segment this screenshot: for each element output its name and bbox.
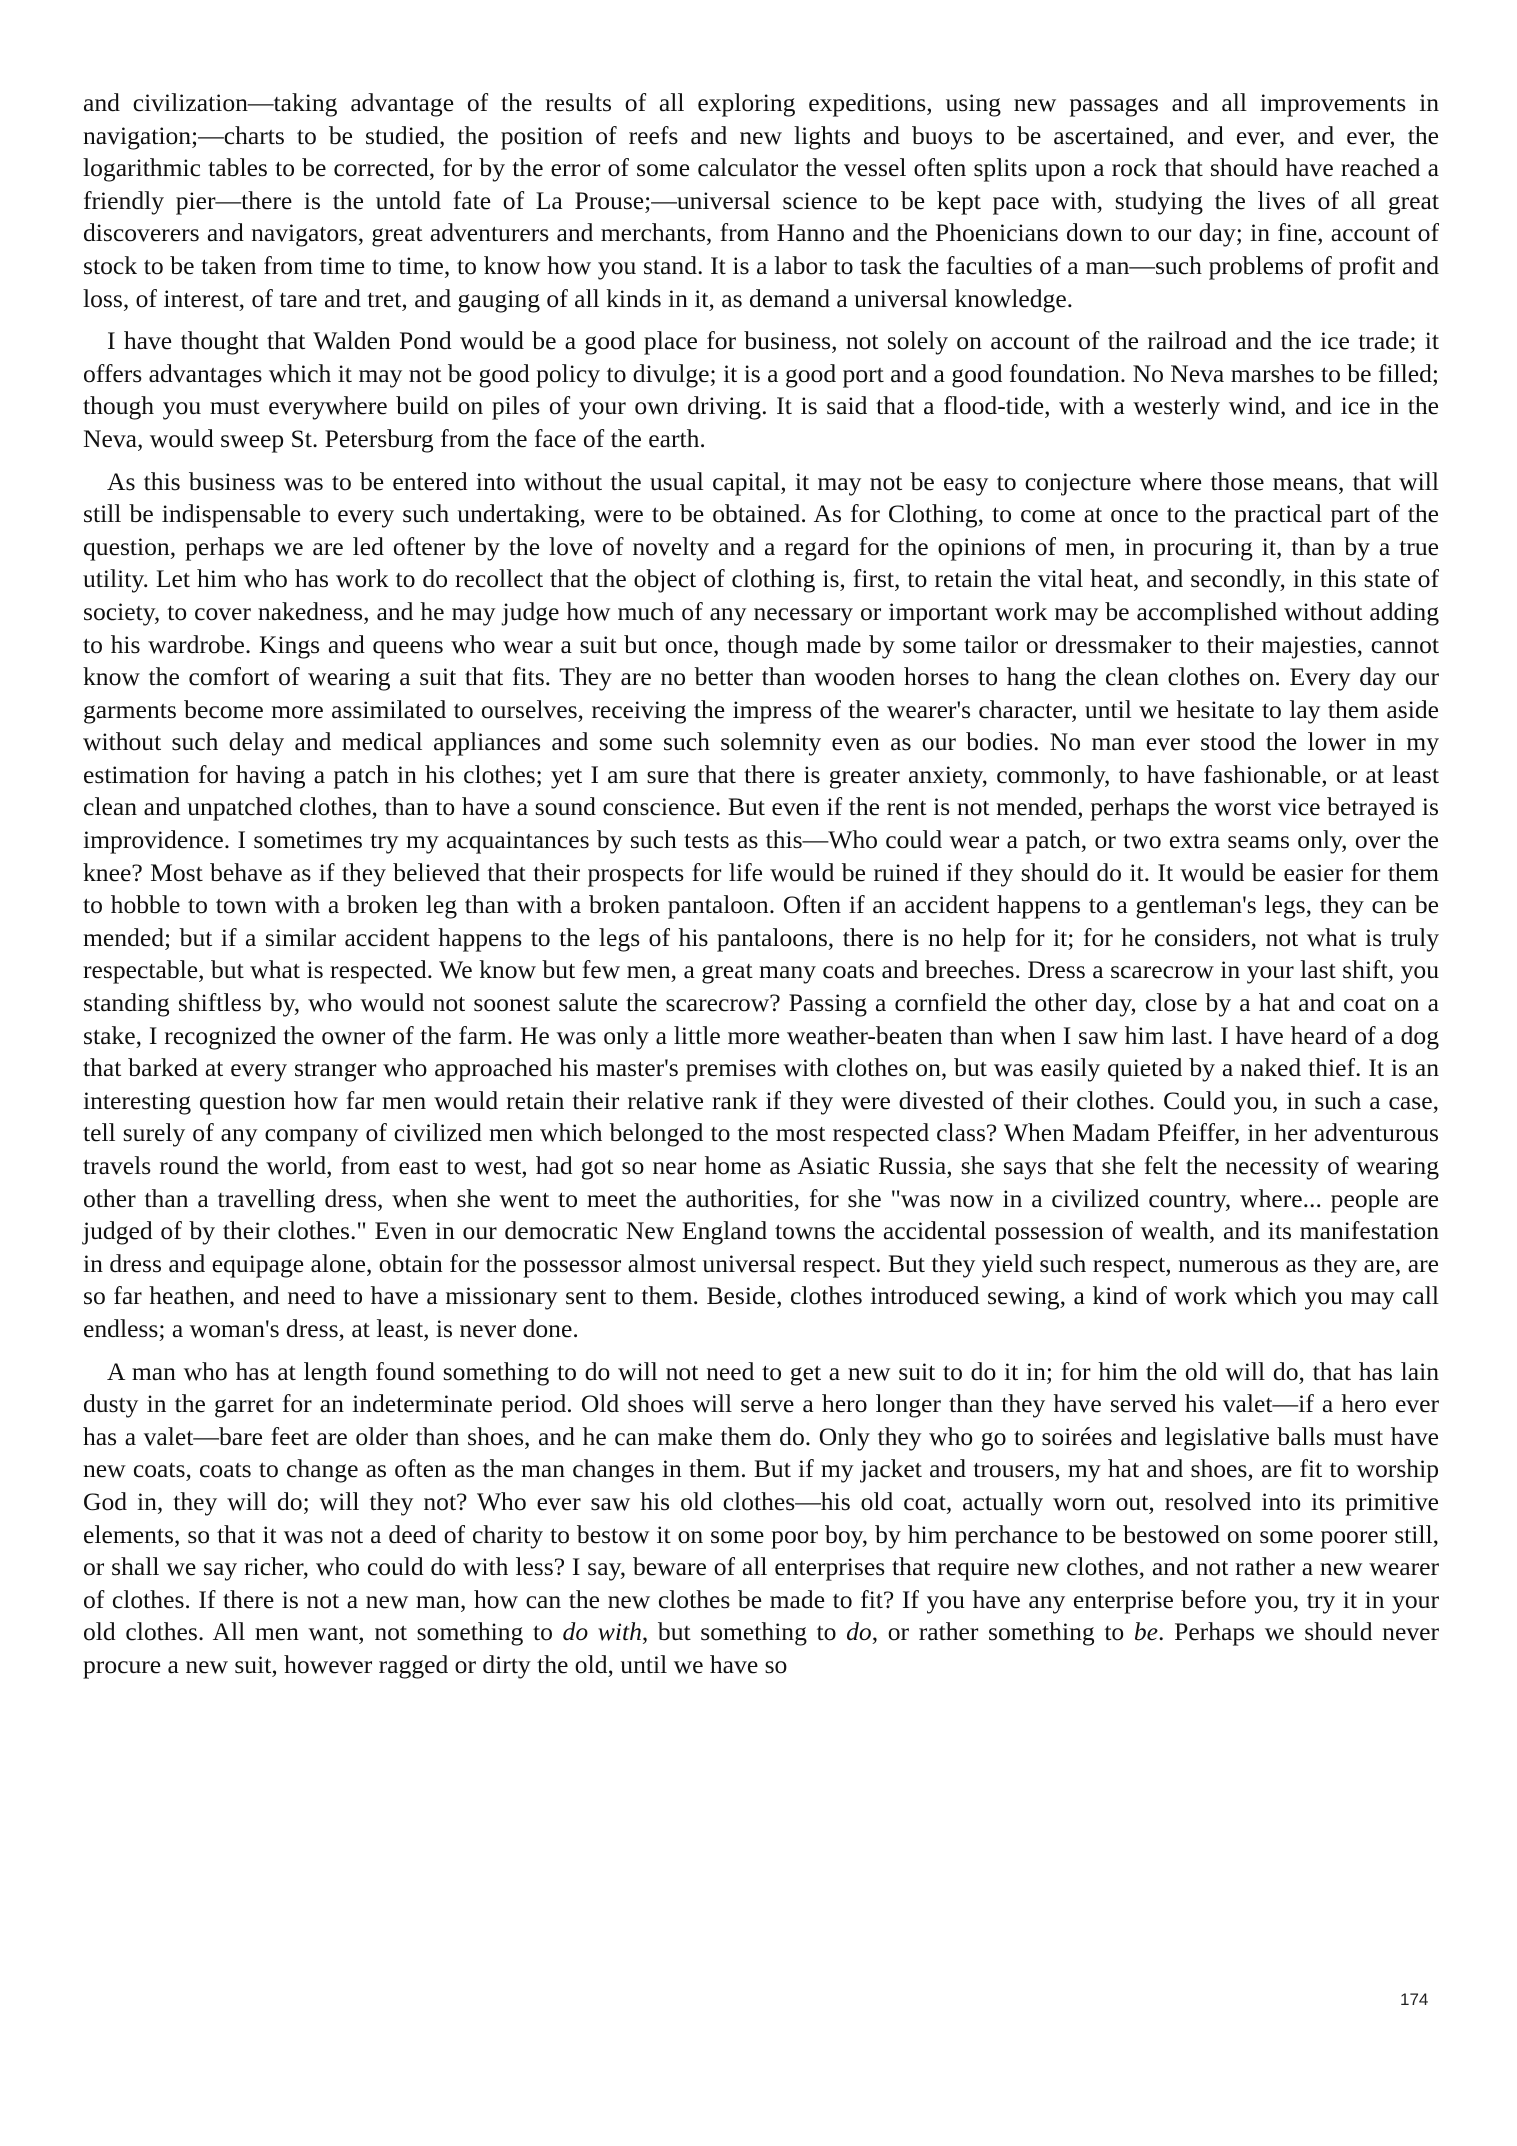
paragraph-4-italic-be: be	[1133, 1617, 1159, 1647]
paragraph-1: and civilization—taking advantage of the results of all exploring expeditions, using new passages and all improvements in navigation;—charts to be studied, the position of reefs and new lights and buoys to be ascertained, and ever, and ever, the logarithmic tables to be corrected, for by the error of some calculator the vessel often splits upon a rock that should have reached a friendly pier—there is the untold fate of La Prouse;—universal science to be kept pace with, studying the lives of all great discoverers and navigators, great adventurers and merchants, from Hanno and the Phoenicians down to our day; in fine, account of stock to be taken from time to time, to know how you stand. It is a labor to task the faculties of a man—such problems of profit and loss, of interest, of tare and tret, and gauging of all kinds in it, as demand a universal knowledge.	[83, 88, 1439, 313]
paragraph-4-text-middle-1: , but something to	[641, 1617, 847, 1647]
paragraph-4	[83, 1356, 1439, 1682]
paragraph-4-text-before: A man who has at length found something to do will not need to get a new suit to do it in; for him the old will do, that has lain dusty in the garret for an indeterminate period. Old shoes will serve a hero longer than they have served his valet—if a hero ever has a valet—bare feet are older than shoes, and he can make them do. Only they who go to soirées and legislative balls must have new coats, coats to change as often as the man changes in them. But if my jacket and trousers, my hat and shoes, are fit to worship God in, they will do; will they not? Who ever saw his old clothes—his old coat, actually worn out, resolved into its primitive elements, so that it was not a deed of charity to bestow it on some poor boy, by him perchance to be bestowed on some poorer still, or shall we say richer, who could do with less? I say, beware of all enterprises that require new clothes, and not rather a new wearer of clothes. If there is not a new man, how can the new clothes be made to fit? If you have any enterprise before you, try it in your old clothes. All men want, not something to	[83, 1356, 1439, 1647]
paragraph-4-italic-do-with: do with	[562, 1617, 642, 1647]
paragraph-2: I have thought that Walden Pond would be a good place for business, not solely on account of the railroad and the ice trade; it offers advantages which it may not be good policy to divulge; it is a good port and a good foundation. No Neva marshes to be filled; though you must everywhere build on piles of your own driving. It is said that a flood-tide, with a westerly wind, and ice in the Neva, would sweep St. Petersburg from the face of the earth.	[83, 326, 1439, 453]
paragraph-4-text-after: . Perhaps we should never procure a new suit, however ragged or dirty the old, until we have so	[83, 1617, 1439, 1679]
paragraph-4-text-middle-2: , or rather something to	[871, 1617, 1134, 1647]
paragraph-4-italic-do: do	[846, 1617, 872, 1647]
page-body	[83, 87, 1439, 1692]
page-number: 174	[1400, 1990, 1429, 2009]
paragraph-3: As this business was to be entered into without the usual capital, it may not be easy to conjecture where those means, that will still be indispensable to every such undertaking, were to be obtained. As for Clothing, to come at once to the practical part of the question, perhaps we are led oftener by the love of novelty and a regard for the opinions of men, in procuring it, than by a true utility. Let him who has work to do recollect that the object of clothing is, first, to retain the vital heat, and secondly, in this state of society, to cover nakedness, and he may judge how much of any necessary or important work may be accomplished without adding to his wardrobe. Kings and queens who wear a suit but once, though made by some tailor or dressmaker to their majesties, cannot know the comfort of wearing a suit that fits. They are no better than wooden horses to hang the clean clothes on. Every day our garments become more assimilated to ourselves, receiving the impress of the wearer's character, until we hesitate to lay them aside without such delay and medical appliances and some such solemnity even as our bodies. No man ever stood the lower in my estimation for having a patch in his clothes; yet I am sure that there is greater anxiety, commonly, to have fashionable, or at least clean and unpatched clothes, than to have a sound conscience. But even if the rent is not mended, perhaps the worst vice betrayed is improvidence. I sometimes try my acquaintances by such tests as this—Who could wear a patch, or two extra seams only, over the knee? Most behave as if they believed that their prospects for life would be ruined if they should do it. It would be easier for them to hobble to town with a broken leg than with a broken pantaloon. Often if an accident happens to a gentleman's legs, they can be mended; but if a similar accident happens to the legs of his pantaloons, there is no help for it; for he considers, not what is truly respectable, but what is respected. We know but few men, a great many coats and breeches. Dress a scarecrow in your last shift, you standing shiftless by, who would not soonest salute the scarecrow? Passing a cornfield the other day, close by a hat and coat on a stake, I recognized the owner of the farm. He was only a little more weather-beaten than when I saw him last. I have heard of a dog that barked at every stranger who approached his master's premises with clothes on, but was easily quieted by a naked thief. It is an interesting question how far men would retain their relative rank if they were divested of their clothes. Could you, in such a case, tell surely of any company of civilized men which belonged to the most respected class? When Madam Pfeiffer, in her adventurous travels round the world, from east to west, had got so near home as Asiatic Russia, she says that she felt the necessity of wearing other than a travelling dress, when she went to meet the authorities, for she "was now in a civilized country, where... people are judged of by their clothes." Even in our democratic New England towns the accidental possession of wealth, and its manifestation in dress and equipage alone, obtain for the possessor almost universal respect. But they yield such respect, numerous as they are, are so far heathen, and need to have a missionary sent to them. Beside, clothes introduced sewing, a kind of work which you may call endless; a woman's dress, at least, is never done.	[83, 466, 1439, 1343]
